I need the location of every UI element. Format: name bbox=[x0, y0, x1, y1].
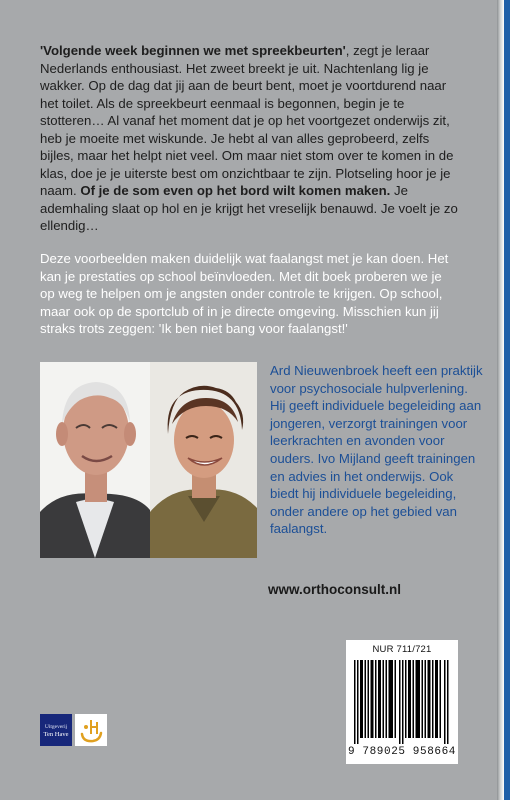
publisher-logo bbox=[40, 714, 72, 746]
author-photo-younger-man bbox=[150, 362, 257, 558]
intro-bold-sentence: Of je de som even op het bord wilt komen maken. bbox=[80, 183, 391, 198]
website-url[interactable]: www.orthoconsult.nl bbox=[268, 582, 401, 597]
intro-text-2: Je ademhaling slaat op hol en je krijgt het vreselijk benauwd. Je voelt je zo ellendig… bbox=[40, 183, 458, 233]
summary-paragraph: Deze voorbeelden maken duidelijk wat faalangst met je kan doen. Het kan je prestaties op school beïnvloeden. Met dit boek proberen we je op weg te helpen om je angsten onder controle te krijgen. Op school, maar ook op de sportclub of in je directe omgeving. Misschien kun jij straks trots zeggen: 'Ik ben niet bang voor faalangst!' bbox=[40, 251, 449, 336]
nur-code: NUR 711/721 bbox=[372, 644, 432, 655]
authors-bio: Ard Nieuwenbroek heeft een praktijk voor psychosociale hulpverlening. Hij geeft individuele begeleiding aan jongeren, verzorgt trainingen voor leerkrachten en avonden voor ouders. Ivo Mijland geeft trainingen en advies in het onderwijs. Ook biedt hij individuele begeleiding, onder andere op het gebied van faalangst. bbox=[270, 363, 483, 537]
intro-paragraph bbox=[40, 42, 460, 235]
blue-spine-strip bbox=[504, 0, 510, 800]
publisher-logo-line2: Ten Have bbox=[43, 731, 69, 738]
isbn-barcode-bars bbox=[354, 660, 450, 744]
author-photo-older-man bbox=[40, 362, 150, 558]
barcode-label bbox=[346, 640, 458, 764]
intro-quote: 'Volgende week beginnen we met spreekbeurten' bbox=[40, 43, 346, 58]
publisher-logo-line1: Uitgeverij bbox=[44, 724, 68, 730]
intro-text-1: , zegt je leraar Nederlands enthousiast. Het zweet breekt je uit. Nachtenlang lig je wakker. Op de dag dat jij aan de beurt bent, moet je voortdurend naar het toilet. Als de spreekbeurt eenmaal is begonnen, begin je te stotteren… Al vanaf het moment dat je op het voortgezet onderwijs zit, heb je moeite met wiskunde. Je hebt al van alles geprobeerd, zelfs bijles, maar het helpt niet veel. Om maar niet stom over te komen in de klas, doe je je uiterste best om onzichtbaar te zijn. Plotseling hoor je je naam. bbox=[40, 43, 454, 198]
imprint-logo-icon bbox=[75, 714, 107, 746]
isbn-number: 9 789025 958664 bbox=[347, 746, 457, 758]
